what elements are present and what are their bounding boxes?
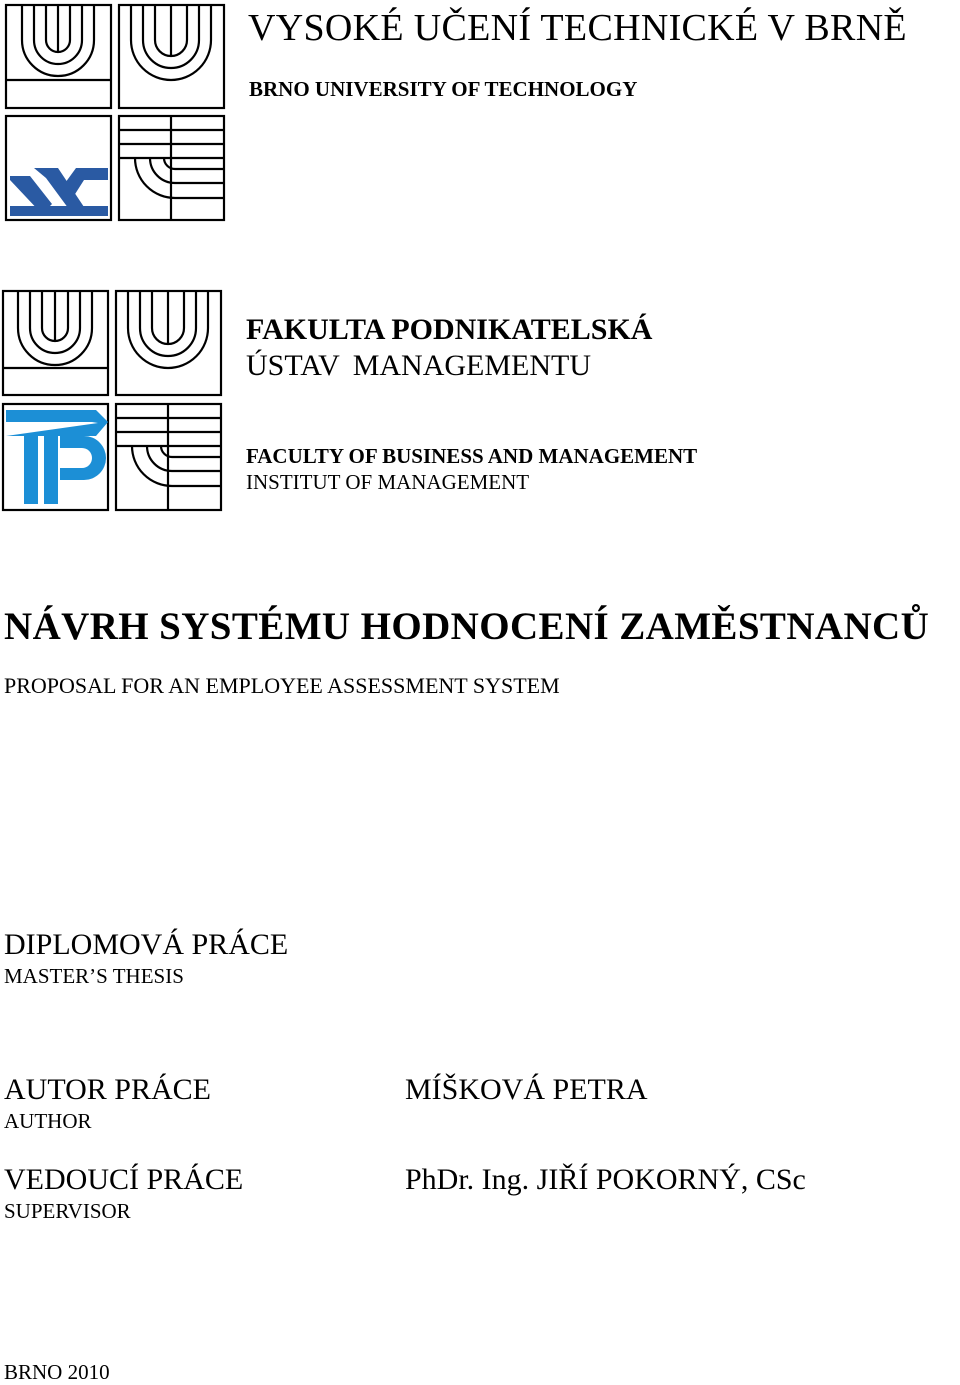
author-sublabel: AUTHOR [4, 1109, 92, 1133]
thesis-title-en: PROPOSAL FOR AN EMPLOYEE ASSESSMENT SYSTEM [4, 673, 560, 698]
university-name-en: BRNO UNIVERSITY OF TECHNOLOGY [249, 77, 638, 101]
city-year: BRNO 2010 [4, 1360, 110, 1384]
thesis-type-en: MASTER’S THESIS [4, 964, 184, 988]
thesis-type-cz: DIPLOMOVÁ PRÁCE [4, 928, 289, 961]
faculty-name-en: FACULTY OF BUSINESS AND MANAGEMENT [246, 444, 698, 468]
fp-logo-icon [0, 288, 228, 514]
university-name-cz: VYSOKÉ UČENÍ TECHNICKÉ V BRNĚ [248, 7, 907, 49]
author-label: AUTOR PRÁCE [4, 1073, 211, 1106]
thesis-title-cz: NÁVRH SYSTÉMU HODNOCENÍ ZAMĚSTNANCŮ [4, 605, 930, 648]
supervisor-label: VEDOUCÍ PRÁCE [4, 1163, 244, 1196]
vut-logo-icon [0, 0, 230, 226]
author-name: MÍŠKOVÁ PETRA [405, 1073, 648, 1106]
supervisor-name: PhDr. Ing. JIŘÍ POKORNÝ, CSc [405, 1163, 806, 1196]
institute-name-en: INSTITUT OF MANAGEMENT [246, 470, 530, 494]
faculty-name-cz: FAKULTA PODNIKATELSKÁ [246, 313, 653, 346]
institute-name-cz: ÚSTAV MANAGEMENTU [246, 349, 592, 382]
supervisor-sublabel: SUPERVISOR [4, 1199, 131, 1223]
